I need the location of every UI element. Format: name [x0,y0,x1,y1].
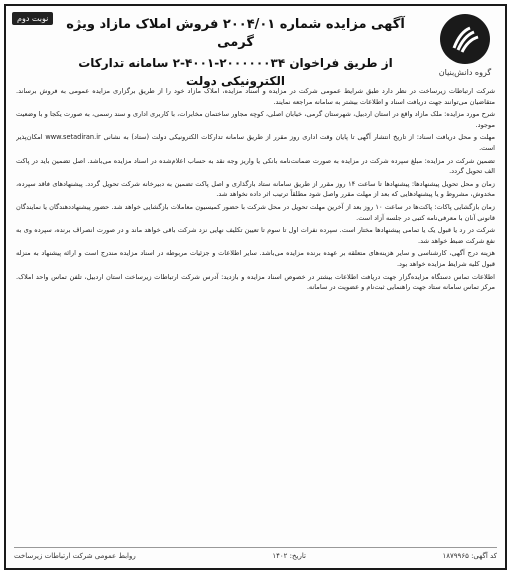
paragraph: اطلاعات تماس دستگاه مزایده‌گزار جهت دریافت اطلاعات بیشتر در خصوص اسناد مزایده و بازدید: آدرس شرکت ارتباطات زیرساخت استان اردبیل، تلفن تماس واحد املاک. مرکز تماس سامانه ستاد جهت راهنمایی ثبت‌نام و عضویت در سامانه. [16,272,495,292]
paragraph: مهلت و محل دریافت اسناد: از تاریخ انتشار آگهی تا پایان وقت اداری روز مقرر از طریق سامانه تدارکات الکترونیکی دولت (ستاد) به نشانی www.setadiran.ir امکان‌پذیر است. [16,133,495,152]
title-line-2: از طریق فراخوان ۲۰۰۰۰۰۰۳۴-۴۰۰۱-۲ سامانه تدارکات الکترونیکی دولت [78,56,393,88]
ad-body [16,86,495,542]
paragraph: تضمین شرکت در مزایده: مبلغ سپرده شرکت در مزایده به صورت ضمانت‌نامه بانکی یا واریز وجه نقد به حساب اعلام‌شده در اسناد مزایده می‌باشد. اصل تضمین باید در پاکت الف تحویل گردد. [16,156,495,176]
paragraph: زمان بازگشایی پاکات: پاکت‌ها در ساعت ۱۰ روز بعد از آخرین مهلت تحویل در محل شرکت با حضور کمیسیون معاملات بازگشایی خواهد شد. حضور پیشنهاددهندگان یا نمایندگان قانونی آنان با معرفی‌نامه کتبی در جلسه آزاد است. [16,202,495,222]
paragraph: شرح مورد مزایده: ملک مازاد واقع در استان اردبیل، شهرستان گرمی، خیابان اصلی، کوچه مجاور ساختمان مخابرات، با کاربری اداری و سند رسمی، به صورت یکجا و با وضعیت موجود. [16,110,495,129]
logo-caption: گروه دانش‌بنیان [438,68,492,77]
ad-footer [14,547,497,564]
paragraph: زمان و محل تحویل پیشنهادها: پیشنهادها تا ساعت ۱۴ روز مقرر از طریق سامانه ستاد بارگذاری و اصل پاکت تضمین به دبیرخانه شرکت تحویل گردد. پیشنهادهای فاقد سپرده، مخدوش، مشروط و یا پیشنهادهایی که بعد از مهلت مقرر واصل شود مطلقاً ترتیب اثر داده نخواهد شد. [16,179,495,199]
ad-title [46,16,425,90]
title-line-1: آگهی مزایده شماره ۲۰۰۴/۰۱ فروش املاک مازاد ویژه گرمی [66,17,405,50]
round-badge: نوبت دوم [12,12,53,25]
newspaper-ad [4,4,507,570]
ad-org: روابط عمومی شرکت ارتباطات زیرساخت [14,552,136,560]
paragraph: شرکت در رد یا قبول یک یا تمامی پیشنهادها مختار است. سپرده نفرات اول تا سوم تا تعیین تکلیف نهایی نزد شرکت باقی خواهد ماند و در صورت انصراف برنده، سپرده وی به نفع شرکت ضبط خواهد شد. [16,226,495,245]
logo-area [433,14,497,86]
paragraph: هزینه درج آگهی، کارشناسی و سایر هزینه‌های متعلقه بر عهده برنده مزایده می‌باشد. سایر اطلاعات و جزئیات مربوطه در اسناد مزایده مندرج است و ارائه پیشنهاد به منزله قبول کلیه شرایط مزایده خواهد بود. [16,249,495,268]
paragraph: شرکت ارتباطات زیرساخت در نظر دارد طبق شرایط عمومی شرکت در مزایده و اسناد مزایده، املاک مازاد خود را از طریق برگزاری مزایده عمومی به فروش برساند. متقاضیان می‌توانند جهت دریافت اسناد و اطلاعات بیشتر به سامانه مراجعه نمایند. [16,87,495,106]
ad-date: تاریخ: ۱۴۰۲ [272,552,306,560]
org-logo-icon [440,14,490,64]
ad-code: کد آگهی: ۱۸۷۹۹۶۵ [442,552,497,560]
